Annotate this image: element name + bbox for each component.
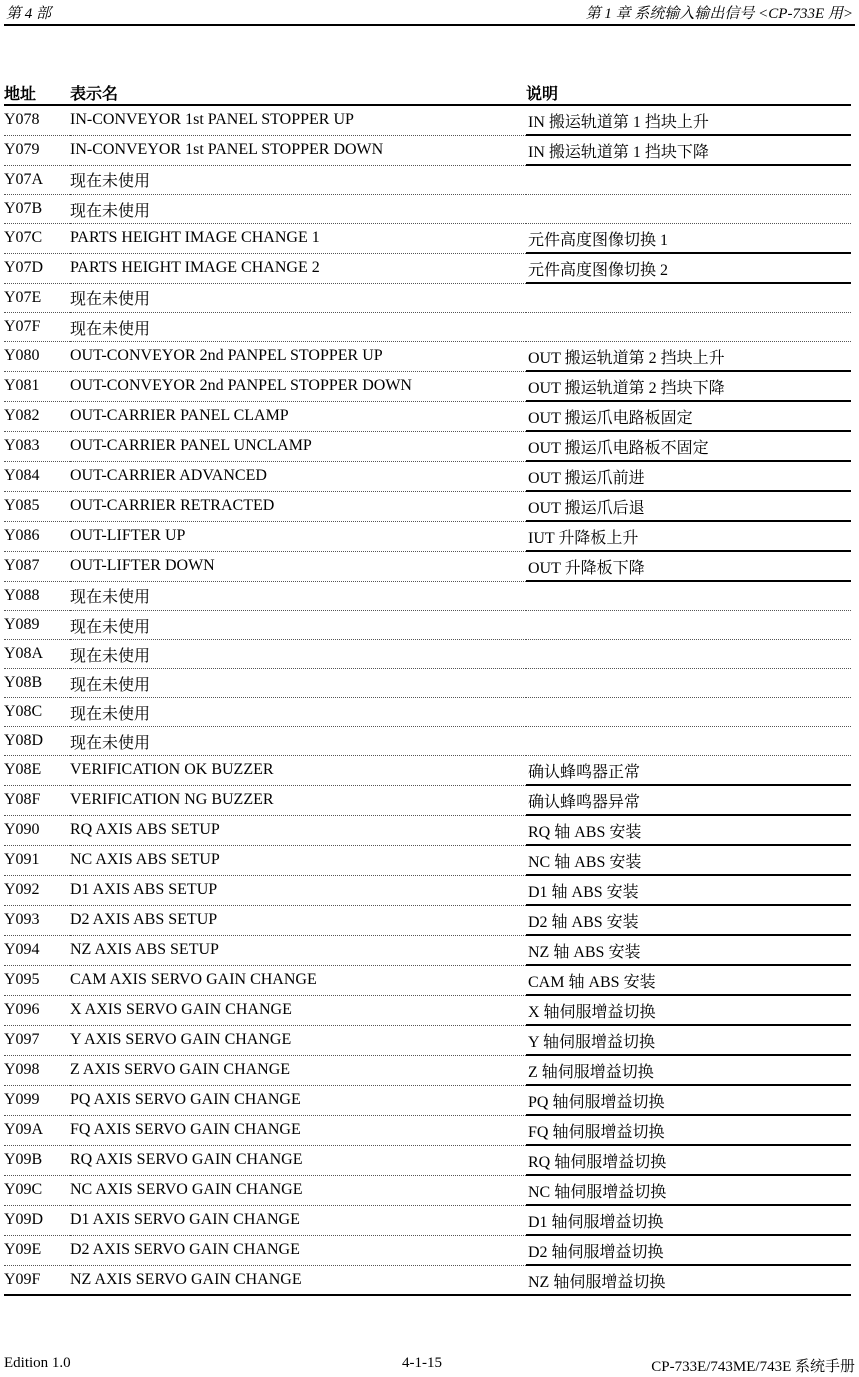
table-row [4, 727, 851, 756]
table-row [4, 105, 851, 135]
row-description [526, 195, 851, 224]
table-row [4, 551, 851, 581]
row-description: D2 轴伺服增益切换 [526, 1235, 851, 1265]
table-row [4, 283, 851, 313]
row-address: Y079 [4, 135, 70, 165]
table-row [4, 461, 851, 491]
row-address: Y093 [4, 905, 70, 935]
row-name: RQ AXIS SERVO GAIN CHANGE [70, 1145, 526, 1175]
footer-edition: Edition 1.0 [4, 1355, 71, 1371]
row-address: Y089 [4, 611, 70, 640]
page-footer [4, 1355, 855, 1375]
row-name: FQ AXIS SERVO GAIN CHANGE [70, 1115, 526, 1145]
row-name: 现在未使用 [70, 611, 526, 640]
row-description [526, 640, 851, 669]
row-name: IN-CONVEYOR 1st PANEL STOPPER DOWN [70, 135, 526, 165]
table-row [4, 669, 851, 698]
row-address: Y09E [4, 1235, 70, 1265]
row-description: X 轴伺服增益切换 [526, 995, 851, 1025]
row-name: 现在未使用 [70, 283, 526, 313]
row-address: Y09F [4, 1265, 70, 1295]
row-address: Y078 [4, 105, 70, 135]
table-row [4, 905, 851, 935]
row-description: D1 轴伺服增益切换 [526, 1205, 851, 1235]
row-description [526, 313, 851, 342]
row-description: IN 搬运轨道第 1 挡块下降 [526, 135, 851, 165]
row-address: Y09D [4, 1205, 70, 1235]
table-row [4, 581, 851, 611]
row-name: 现在未使用 [70, 727, 526, 756]
row-address: Y098 [4, 1055, 70, 1085]
row-address: Y091 [4, 845, 70, 875]
row-address: Y07E [4, 283, 70, 313]
table-row [4, 785, 851, 815]
row-address: Y095 [4, 965, 70, 995]
table-row [4, 253, 851, 283]
table-row [4, 371, 851, 401]
row-name: 现在未使用 [70, 165, 526, 195]
table-row [4, 640, 851, 669]
row-name: OUT-CARRIER RETRACTED [70, 491, 526, 521]
row-address: Y096 [4, 995, 70, 1025]
row-name: 现在未使用 [70, 313, 526, 342]
row-address: Y092 [4, 875, 70, 905]
row-description [526, 165, 851, 195]
row-description: 确认蜂鸣器正常 [526, 756, 851, 786]
row-description: 元件高度图像切换 2 [526, 253, 851, 283]
row-description: NZ 轴 ABS 安装 [526, 935, 851, 965]
row-address: Y09C [4, 1175, 70, 1205]
row-description: OUT 搬运爪前进 [526, 461, 851, 491]
header-chapter: 第 1 章 系统输入输出信号 <CP-733E 用> [585, 6, 853, 22]
row-description [526, 698, 851, 727]
table-row [4, 1025, 851, 1055]
row-address: Y082 [4, 401, 70, 431]
row-address: Y07F [4, 313, 70, 342]
row-name: X AXIS SERVO GAIN CHANGE [70, 995, 526, 1025]
row-description: NC 轴 ABS 安装 [526, 845, 851, 875]
row-address: Y097 [4, 1025, 70, 1055]
table-row [4, 1205, 851, 1235]
table-row [4, 1085, 851, 1115]
row-address: Y07C [4, 224, 70, 254]
row-description: IUT 升降板上升 [526, 521, 851, 551]
footer-page-number: 4-1-15 [402, 1355, 442, 1371]
table-row [4, 1145, 851, 1175]
row-name: Y AXIS SERVO GAIN CHANGE [70, 1025, 526, 1055]
table-row [4, 1235, 851, 1265]
row-name: OUT-CARRIER PANEL CLAMP [70, 401, 526, 431]
row-description: Z 轴伺服增益切换 [526, 1055, 851, 1085]
row-description: NZ 轴伺服增益切换 [526, 1265, 851, 1295]
signal-table [4, 80, 851, 1296]
table-row [4, 935, 851, 965]
row-description: 元件高度图像切换 1 [526, 224, 851, 254]
table-row [4, 995, 851, 1025]
row-description: OUT 升降板下降 [526, 551, 851, 581]
row-description: Y 轴伺服增益切换 [526, 1025, 851, 1055]
table-header-row [4, 80, 851, 105]
row-address: Y07B [4, 195, 70, 224]
row-name: 现在未使用 [70, 698, 526, 727]
row-name: 现在未使用 [70, 640, 526, 669]
row-address: Y083 [4, 431, 70, 461]
row-name: NZ AXIS ABS SETUP [70, 935, 526, 965]
row-address: Y099 [4, 1085, 70, 1115]
row-description [526, 581, 851, 611]
table-row [4, 1265, 851, 1295]
row-description: OUT 搬运爪后退 [526, 491, 851, 521]
header-name: 表示名 [70, 80, 526, 105]
row-name: PARTS HEIGHT IMAGE CHANGE 2 [70, 253, 526, 283]
row-description: D2 轴 ABS 安装 [526, 905, 851, 935]
row-address: Y09A [4, 1115, 70, 1145]
row-name: D1 AXIS ABS SETUP [70, 875, 526, 905]
row-description [526, 283, 851, 313]
row-description: CAM 轴 ABS 安装 [526, 965, 851, 995]
row-name: 现在未使用 [70, 669, 526, 698]
row-address: Y088 [4, 581, 70, 611]
row-address: Y094 [4, 935, 70, 965]
table-row [4, 1115, 851, 1145]
row-name: NC AXIS ABS SETUP [70, 845, 526, 875]
row-address: Y081 [4, 371, 70, 401]
row-name: OUT-CARRIER ADVANCED [70, 461, 526, 491]
row-address: Y090 [4, 815, 70, 845]
row-description: IN 搬运轨道第 1 挡块上升 [526, 105, 851, 135]
row-description: OUT 搬运轨道第 2 挡块下降 [526, 371, 851, 401]
header-address: 地址 [4, 80, 70, 105]
table-row [4, 521, 851, 551]
row-address: Y084 [4, 461, 70, 491]
table-row [4, 1055, 851, 1085]
row-description: NC 轴伺服增益切换 [526, 1175, 851, 1205]
row-name: D1 AXIS SERVO GAIN CHANGE [70, 1205, 526, 1235]
row-address: Y086 [4, 521, 70, 551]
row-address: Y08B [4, 669, 70, 698]
header-part: 第 4 部 [6, 6, 52, 22]
row-name: RQ AXIS ABS SETUP [70, 815, 526, 845]
table-row [4, 195, 851, 224]
row-address: Y08C [4, 698, 70, 727]
row-name: VERIFICATION NG BUZZER [70, 785, 526, 815]
row-description: RQ 轴伺服增益切换 [526, 1145, 851, 1175]
row-description: RQ 轴 ABS 安装 [526, 815, 851, 845]
table-row [4, 431, 851, 461]
row-address: Y085 [4, 491, 70, 521]
table-row [4, 965, 851, 995]
row-name: OUT-LIFTER DOWN [70, 551, 526, 581]
row-address: Y08A [4, 640, 70, 669]
table-row [4, 313, 851, 342]
header-description: 说明 [526, 80, 851, 105]
row-name: PARTS HEIGHT IMAGE CHANGE 1 [70, 224, 526, 254]
table-row [4, 756, 851, 786]
row-description: FQ 轴伺服增益切换 [526, 1115, 851, 1145]
row-name: 现在未使用 [70, 581, 526, 611]
row-description: D1 轴 ABS 安装 [526, 875, 851, 905]
row-name: NC AXIS SERVO GAIN CHANGE [70, 1175, 526, 1205]
table-row [4, 698, 851, 727]
row-name: PQ AXIS SERVO GAIN CHANGE [70, 1085, 526, 1115]
row-name: OUT-CARRIER PANEL UNCLAMP [70, 431, 526, 461]
row-description [526, 611, 851, 640]
row-address: Y08E [4, 756, 70, 786]
row-description: PQ 轴伺服增益切换 [526, 1085, 851, 1115]
page-header [4, 0, 855, 26]
row-address: Y07D [4, 253, 70, 283]
table-row [4, 342, 851, 372]
table-row [4, 165, 851, 195]
row-description [526, 727, 851, 756]
row-address: Y09B [4, 1145, 70, 1175]
row-name: OUT-CONVEYOR 2nd PANPEL STOPPER DOWN [70, 371, 526, 401]
row-description: OUT 搬运爪电路板固定 [526, 401, 851, 431]
row-name: Z AXIS SERVO GAIN CHANGE [70, 1055, 526, 1085]
row-address: Y08D [4, 727, 70, 756]
table-row [4, 491, 851, 521]
table-row [4, 611, 851, 640]
table-row [4, 135, 851, 165]
row-address: Y08F [4, 785, 70, 815]
row-address: Y080 [4, 342, 70, 372]
row-name: IN-CONVEYOR 1st PANEL STOPPER UP [70, 105, 526, 135]
footer-manual-title: CP-733E/743ME/743E 系统手册 [651, 1359, 855, 1375]
row-name: OUT-CONVEYOR 2nd PANPEL STOPPER UP [70, 342, 526, 372]
table-row [4, 401, 851, 431]
row-name: CAM AXIS SERVO GAIN CHANGE [70, 965, 526, 995]
table-row [4, 815, 851, 845]
row-name: NZ AXIS SERVO GAIN CHANGE [70, 1265, 526, 1295]
row-name: 现在未使用 [70, 195, 526, 224]
row-address: Y087 [4, 551, 70, 581]
row-name: OUT-LIFTER UP [70, 521, 526, 551]
table-row [4, 845, 851, 875]
table-row [4, 875, 851, 905]
row-description: OUT 搬运轨道第 2 挡块上升 [526, 342, 851, 372]
row-name: D2 AXIS ABS SETUP [70, 905, 526, 935]
row-name: D2 AXIS SERVO GAIN CHANGE [70, 1235, 526, 1265]
row-description: 确认蜂鸣器异常 [526, 785, 851, 815]
row-address: Y07A [4, 165, 70, 195]
table-row [4, 224, 851, 254]
row-description [526, 669, 851, 698]
row-name: VERIFICATION OK BUZZER [70, 756, 526, 786]
table-row [4, 1175, 851, 1205]
row-description: OUT 搬运爪电路板不固定 [526, 431, 851, 461]
